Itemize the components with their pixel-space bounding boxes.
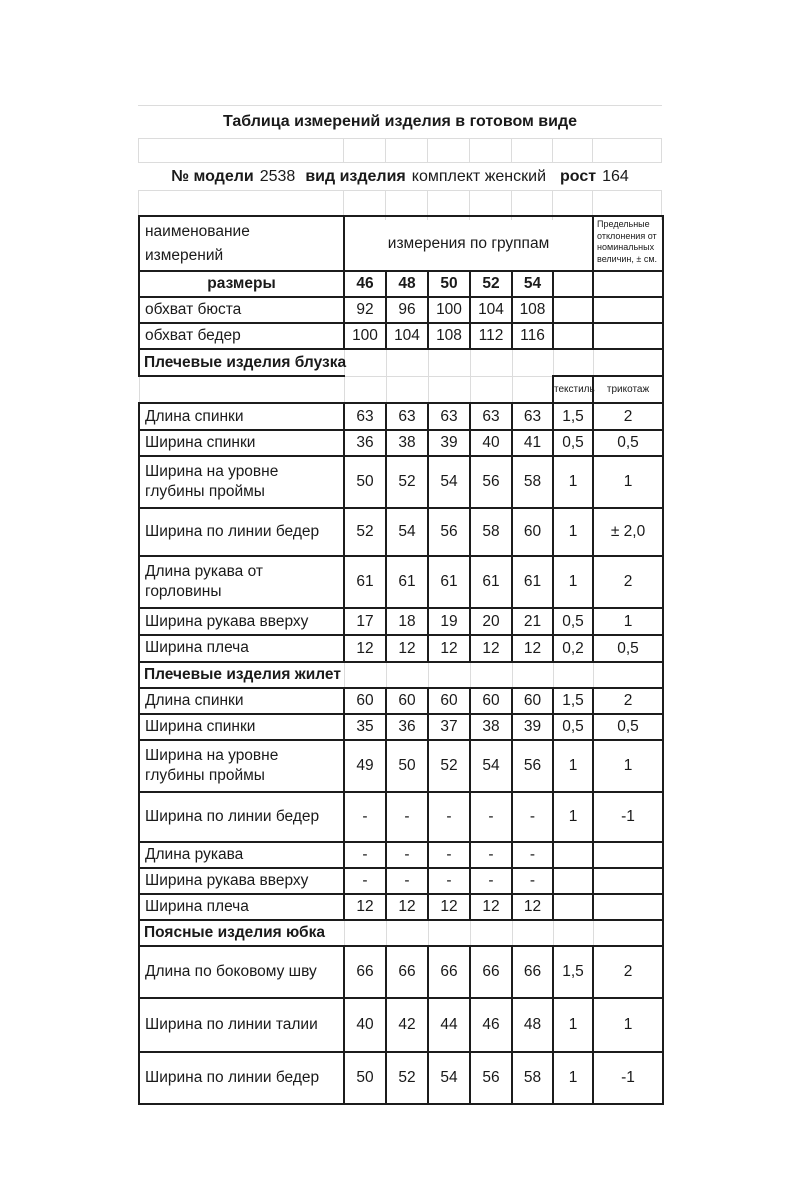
size-value-cell: 66	[470, 946, 512, 998]
name-column-header-line2: измерений	[145, 247, 224, 265]
textile-deviation-cell: 1	[553, 998, 593, 1052]
size-value-cell: 12	[512, 635, 553, 661]
size-value-cell: 63	[470, 403, 512, 430]
knit-deviation-cell: 1	[593, 608, 663, 635]
row-label: Длина спинки	[139, 688, 344, 714]
size-value-cell: 60	[470, 688, 512, 714]
empty-grid-cell	[139, 376, 344, 403]
row-label: Длина рукава от горловины	[139, 556, 344, 608]
size-value-cell: 12	[470, 635, 512, 661]
textile-deviation-cell: 1	[553, 456, 593, 508]
empty-grid-cell	[593, 349, 663, 376]
size-value-cell: -	[386, 842, 428, 868]
knit-deviation-cell: 1	[593, 998, 663, 1052]
size-value-cell: 41	[512, 430, 553, 456]
subheader-row	[139, 376, 663, 403]
size-value-cell: 54	[428, 456, 470, 508]
empty-grid-cell	[512, 349, 553, 376]
textile-deviation-cell	[553, 868, 593, 894]
section-title: Плечевые изделия жилет	[139, 662, 344, 688]
empty-grid-cell	[593, 920, 663, 946]
size-value-cell: 108	[512, 297, 553, 323]
knit-deviation-cell: 0,5	[593, 430, 663, 456]
size-value-cell: 19	[428, 608, 470, 635]
textile-deviation-cell: 1	[553, 556, 593, 608]
size-value-cell: 40	[470, 430, 512, 456]
empty-grid-cell	[470, 662, 512, 688]
grid-line	[343, 139, 344, 162]
size-value-cell: 54	[428, 1052, 470, 1104]
size-value-cell: -	[470, 842, 512, 868]
table-row	[139, 842, 663, 868]
size-value-cell: -	[428, 842, 470, 868]
knit-deviation-cell: -1	[593, 792, 663, 842]
size-value-cell: 36	[344, 430, 386, 456]
size-value-cell: 61	[386, 556, 428, 608]
empty-grid-cell	[593, 662, 663, 688]
size-value-cell: 66	[512, 946, 553, 998]
size-value-cell: 61	[512, 556, 553, 608]
row-label: Ширина по линии бедер	[139, 1052, 344, 1104]
size-value-cell: 12	[428, 635, 470, 661]
table-row	[139, 430, 663, 456]
empty-grid-cell	[470, 920, 512, 946]
empty-grid-cell	[512, 920, 553, 946]
table-row	[139, 946, 663, 998]
size-value-cell: 60	[512, 688, 553, 714]
size-value-cell: 48	[512, 998, 553, 1052]
empty-grid-cell	[428, 662, 470, 688]
grid-line	[138, 138, 662, 139]
knit-deviation-cell	[593, 297, 663, 323]
table-row	[139, 688, 663, 714]
empty-grid-cell	[428, 376, 470, 403]
size-value-cell: 18	[386, 608, 428, 635]
textile-column-label: текстиль	[553, 376, 593, 403]
size-value-cell: 12	[344, 894, 386, 920]
size-value-cell: -	[386, 868, 428, 894]
empty-knit-header-cell	[593, 271, 663, 297]
table-row	[139, 508, 663, 556]
size-value-cell: 12	[470, 894, 512, 920]
size-value-cell: 60	[344, 688, 386, 714]
size-value-cell: 60	[512, 508, 553, 556]
size-value-cell: 58	[470, 508, 512, 556]
row-label: обхват бедер	[139, 323, 344, 349]
empty-grid-cell	[553, 662, 593, 688]
textile-deviation-cell: 1,5	[553, 403, 593, 430]
textile-deviation-cell: 1	[553, 508, 593, 556]
size-value-cell: 61	[344, 556, 386, 608]
size-value-cell: 100	[428, 297, 470, 323]
table-row	[139, 740, 663, 792]
grid-line	[385, 139, 386, 162]
table-row	[139, 403, 663, 430]
empty-grid-cell	[344, 376, 386, 403]
height-label: рост	[560, 168, 597, 185]
size-value-cell: 12	[344, 635, 386, 661]
size-value-cell: 56	[470, 1052, 512, 1104]
row-label: Ширина спинки	[139, 430, 344, 456]
knit-deviation-cell: -1	[593, 1052, 663, 1104]
knit-deviation-cell: 1	[593, 740, 663, 792]
textile-deviation-cell	[553, 323, 593, 349]
grid-line	[511, 139, 512, 162]
knit-deviation-cell	[593, 323, 663, 349]
size-value-cell: 38	[470, 714, 512, 740]
size-value-cell: 66	[428, 946, 470, 998]
empty-grid-cell	[428, 349, 470, 376]
textile-deviation-cell	[553, 894, 593, 920]
size-value-cell: 52	[428, 740, 470, 792]
size-value-cell: 21	[512, 608, 553, 635]
size-value-cell: -	[344, 842, 386, 868]
grid-line	[427, 139, 428, 162]
size-value-cell: -	[344, 792, 386, 842]
size-header: 48	[386, 271, 428, 297]
textile-deviation-cell: 1	[553, 792, 593, 842]
size-value-cell: 52	[344, 508, 386, 556]
knit-deviation-cell	[593, 868, 663, 894]
knit-deviation-cell: ± 2,0	[593, 508, 663, 556]
size-value-cell: 17	[344, 608, 386, 635]
size-value-cell: 35	[344, 714, 386, 740]
grid-line	[661, 139, 662, 162]
knit-column-label: трикотаж	[593, 376, 663, 403]
size-header: 50	[428, 271, 470, 297]
table-row	[139, 998, 663, 1052]
model-number-value: 2538	[259, 168, 296, 185]
size-value-cell: -	[512, 792, 553, 842]
row-label: Ширина спинки	[139, 714, 344, 740]
size-value-cell: 12	[386, 635, 428, 661]
knit-deviation-cell: 0,5	[593, 635, 663, 661]
row-label: Ширина рукава вверху	[139, 608, 344, 635]
size-value-cell: 96	[386, 297, 428, 323]
textile-deviation-cell	[553, 297, 593, 323]
row-label: Ширина по линии бедер	[139, 508, 344, 556]
size-value-cell: 60	[386, 688, 428, 714]
size-value-cell: 63	[512, 403, 553, 430]
size-value-cell: 40	[344, 998, 386, 1052]
empty-grid-cell	[386, 349, 428, 376]
product-kind-value: комплект женский	[411, 168, 547, 185]
size-value-cell: -	[428, 792, 470, 842]
name-column-header-line1: наименование	[145, 223, 250, 240]
size-value-cell: 12	[386, 894, 428, 920]
size-header: 54	[512, 271, 553, 297]
size-value-cell: 52	[386, 1052, 428, 1104]
table-row	[139, 608, 663, 635]
empty-grid-cell	[428, 920, 470, 946]
model-info-line	[138, 163, 662, 191]
size-value-cell: 39	[512, 714, 553, 740]
table-row	[139, 456, 663, 508]
size-value-cell: 104	[386, 323, 428, 349]
size-value-cell: 39	[428, 430, 470, 456]
empty-grid-cell	[553, 349, 593, 376]
size-value-cell: 63	[344, 403, 386, 430]
size-value-cell: 56	[470, 456, 512, 508]
knit-deviation-cell: 1	[593, 456, 663, 508]
size-value-cell: 50	[344, 1052, 386, 1104]
size-value-cell: 61	[428, 556, 470, 608]
textile-deviation-cell: 1,5	[553, 946, 593, 998]
size-value-cell: 66	[386, 946, 428, 998]
empty-grid-cell	[470, 376, 512, 403]
empty-grid-cell	[553, 920, 593, 946]
empty-grid-cell	[386, 662, 428, 688]
section-row	[139, 662, 663, 688]
size-value-cell: 63	[386, 403, 428, 430]
grid-line	[592, 139, 593, 162]
size-value-cell: 92	[344, 297, 386, 323]
size-value-cell: 104	[470, 297, 512, 323]
size-value-cell: -	[386, 792, 428, 842]
model-number-label: № модели	[171, 168, 254, 185]
knit-deviation-cell: 2	[593, 556, 663, 608]
knit-deviation-cell: 2	[593, 403, 663, 430]
knit-deviation-cell: 0,5	[593, 714, 663, 740]
name-column-header	[139, 216, 344, 271]
textile-deviation-cell: 1,5	[553, 688, 593, 714]
size-value-cell: -	[512, 842, 553, 868]
size-value-cell: 60	[428, 688, 470, 714]
empty-grid-cell	[512, 376, 553, 403]
sizes-row-label: размеры	[139, 271, 344, 297]
empty-grid-cell	[386, 920, 428, 946]
size-value-cell: 116	[512, 323, 553, 349]
size-value-cell: 100	[344, 323, 386, 349]
size-value-cell: 12	[428, 894, 470, 920]
size-value-cell: 50	[344, 456, 386, 508]
row-label: Ширина плеча	[139, 635, 344, 661]
size-header: 46	[344, 271, 386, 297]
knit-deviation-cell	[593, 894, 663, 920]
size-value-cell: 56	[428, 508, 470, 556]
size-value-cell: 66	[344, 946, 386, 998]
size-value-cell: 42	[386, 998, 428, 1052]
page-title: Таблица измерений изделия в готовом виде	[222, 113, 578, 130]
knit-deviation-cell: 2	[593, 946, 663, 998]
row-label: Ширина плеча	[139, 894, 344, 920]
table-row	[139, 297, 663, 323]
row-label: Ширина по линии талии	[139, 998, 344, 1052]
section-row	[139, 920, 663, 946]
size-value-cell: 112	[470, 323, 512, 349]
empty-grid-cell	[470, 349, 512, 376]
section-title: Поясные изделия юбка	[139, 920, 344, 946]
size-value-cell: 52	[386, 456, 428, 508]
table-row	[139, 894, 663, 920]
empty-grid-cell	[386, 376, 428, 403]
empty-grid-cell	[344, 920, 386, 946]
sheet-top-band	[138, 105, 662, 215]
row-label: обхват бюста	[139, 297, 344, 323]
size-value-cell: -	[470, 868, 512, 894]
size-value-cell: -	[344, 868, 386, 894]
size-value-cell: 58	[512, 1052, 553, 1104]
size-value-cell: 56	[512, 740, 553, 792]
grid-line	[138, 139, 139, 162]
table-row	[139, 792, 663, 842]
table-row	[139, 323, 663, 349]
row-label: Ширина по линии бедер	[139, 792, 344, 842]
product-kind-label: вид изделия	[305, 168, 406, 185]
groups-column-header: измерения по группам	[344, 216, 593, 271]
table-row	[139, 868, 663, 894]
size-value-cell: 37	[428, 714, 470, 740]
size-value-cell: 54	[386, 508, 428, 556]
row-label: Длина по боковому шву	[139, 946, 344, 998]
row-label: Ширина на уровне глубины проймы	[139, 456, 344, 508]
grid-line	[469, 139, 470, 162]
size-value-cell: 49	[344, 740, 386, 792]
empty-textile-header-cell	[553, 271, 593, 297]
size-value-cell: -	[428, 868, 470, 894]
size-value-cell: 108	[428, 323, 470, 349]
size-value-cell: 36	[386, 714, 428, 740]
textile-deviation-cell: 0,2	[553, 635, 593, 661]
size-value-cell: 63	[428, 403, 470, 430]
textile-deviation-cell: 0,5	[553, 430, 593, 456]
textile-deviation-cell: 0,5	[553, 714, 593, 740]
table-row	[139, 556, 663, 608]
knit-deviation-cell	[593, 842, 663, 868]
section-row	[139, 349, 663, 376]
section-title: Плечевые изделия блузка	[139, 349, 344, 376]
size-value-cell: -	[512, 868, 553, 894]
row-label: Длина рукава	[139, 842, 344, 868]
knit-deviation-cell: 2	[593, 688, 663, 714]
size-value-cell: 20	[470, 608, 512, 635]
grid-line	[552, 139, 553, 162]
size-value-cell: 61	[470, 556, 512, 608]
textile-deviation-cell: 0,5	[553, 608, 593, 635]
table-row	[139, 1052, 663, 1104]
deviations-column-header: Предельные отклонения от номинальных величин, ± см.	[593, 216, 663, 271]
row-label: Ширина рукава вверху	[139, 868, 344, 894]
row-label: Ширина на уровне глубины проймы	[139, 740, 344, 792]
size-value-cell: 12	[512, 894, 553, 920]
textile-deviation-cell	[553, 842, 593, 868]
table-row	[139, 635, 663, 661]
size-value-cell: 50	[386, 740, 428, 792]
empty-grid-cell	[344, 349, 386, 376]
size-header: 52	[470, 271, 512, 297]
height-value: 164	[602, 168, 629, 185]
empty-grid-cell	[344, 662, 386, 688]
measurements-table	[138, 215, 664, 1105]
table-row	[139, 714, 663, 740]
size-value-cell: 54	[470, 740, 512, 792]
sizes-row	[139, 271, 663, 297]
size-value-cell: 44	[428, 998, 470, 1052]
size-value-cell: 58	[512, 456, 553, 508]
table-header-row	[139, 216, 663, 271]
row-label: Длина спинки	[139, 403, 344, 430]
empty-grid-cell	[512, 662, 553, 688]
textile-deviation-cell: 1	[553, 740, 593, 792]
size-value-cell: 38	[386, 430, 428, 456]
size-value-cell: -	[470, 792, 512, 842]
size-value-cell: 46	[470, 998, 512, 1052]
textile-deviation-cell: 1	[553, 1052, 593, 1104]
